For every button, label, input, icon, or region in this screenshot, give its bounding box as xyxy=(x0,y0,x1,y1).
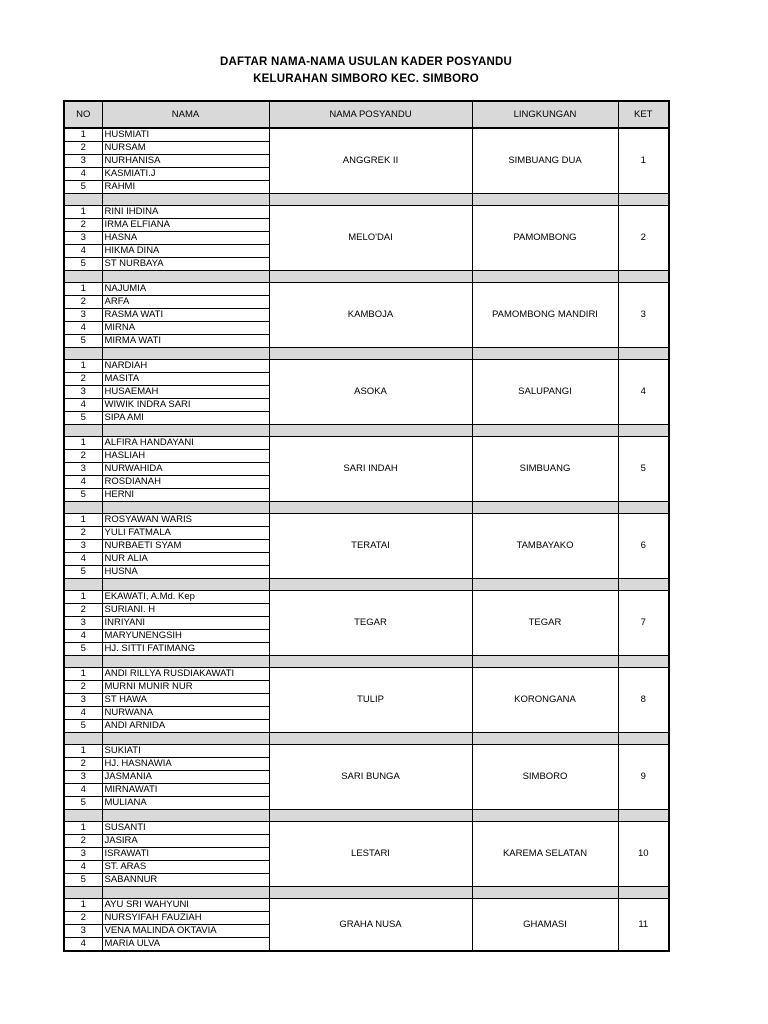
member-name: NURBAETI SYAM xyxy=(102,540,269,553)
separator-cell xyxy=(472,656,618,668)
table-header-row xyxy=(64,101,669,128)
posyandu-name: GRAHA NUSA xyxy=(269,899,472,952)
separator-cell xyxy=(618,733,669,745)
member-name: HJ. HASNAWIA xyxy=(102,758,269,771)
row-number: 5 xyxy=(64,258,102,271)
member-name: IRMA ELFIANA xyxy=(102,219,269,232)
header-lingkungan: LINGKUNGAN xyxy=(472,101,618,128)
member-name: NURSAM xyxy=(102,142,269,155)
row-number: 1 xyxy=(64,745,102,758)
ket-value: 9 xyxy=(618,745,669,810)
member-name: ANDI ARNIDA xyxy=(102,720,269,733)
ket-value: 1 xyxy=(618,128,669,194)
posyandu-name: MELO'DAI xyxy=(269,206,472,271)
group-separator-row xyxy=(64,887,669,899)
separator-cell xyxy=(472,348,618,360)
row-number: 5 xyxy=(64,643,102,656)
row-number: 2 xyxy=(64,373,102,386)
lingkungan-name: SALUPANGI xyxy=(472,360,618,425)
posyandu-name: SARI INDAH xyxy=(269,437,472,502)
row-number: 4 xyxy=(64,707,102,720)
member-name: ANDI RILLYA RUSDIAKAWATI xyxy=(102,668,269,681)
row-number: 4 xyxy=(64,245,102,258)
member-name: NURWANA xyxy=(102,707,269,720)
row-number: 5 xyxy=(64,874,102,887)
separator-cell xyxy=(64,502,102,514)
document-subtitle: KELURAHAN SIMBORO KEC. SIMBORO xyxy=(253,73,479,85)
separator-cell xyxy=(269,656,472,668)
member-name: HUSNA xyxy=(102,566,269,579)
row-number: 4 xyxy=(64,168,102,181)
ket-value: 11 xyxy=(618,899,669,952)
member-name: ROSYAWAN WARIS xyxy=(102,514,269,527)
table-row xyxy=(64,591,669,604)
row-number: 1 xyxy=(64,283,102,296)
member-name: SUKIATI xyxy=(102,745,269,758)
member-name: JASMANIA xyxy=(102,771,269,784)
row-number: 3 xyxy=(64,848,102,861)
posyandu-name: ASOKA xyxy=(269,360,472,425)
separator-cell xyxy=(618,194,669,206)
table-row xyxy=(64,283,669,296)
document-title: DAFTAR NAMA-NAMA USULAN KADER POSYANDU xyxy=(219,56,513,68)
member-name: ST HAWA xyxy=(102,694,269,707)
posyandu-name: KAMBOJA xyxy=(269,283,472,348)
member-name: HUSAEMAH xyxy=(102,386,269,399)
member-name: YULI FATMALA xyxy=(102,527,269,540)
lingkungan-name: GHAMASI xyxy=(472,899,618,952)
group-separator-row xyxy=(64,656,669,668)
member-name: ST NURBAYA xyxy=(102,258,269,271)
member-name: MARYUNENGSIH xyxy=(102,630,269,643)
row-number: 1 xyxy=(64,822,102,835)
row-number: 1 xyxy=(64,668,102,681)
posyandu-name: SARI BUNGA xyxy=(269,745,472,810)
separator-cell xyxy=(618,579,669,591)
group-separator-row xyxy=(64,425,669,437)
posyandu-name: LESTARI xyxy=(269,822,472,887)
separator-cell xyxy=(269,425,472,437)
table-row xyxy=(64,360,669,373)
row-number: 3 xyxy=(64,463,102,476)
row-number: 5 xyxy=(64,720,102,733)
row-number: 3 xyxy=(64,925,102,938)
posyandu-name: TERATAI xyxy=(269,514,472,579)
row-number: 4 xyxy=(64,322,102,335)
posyandu-name: ANGGREK II xyxy=(269,128,472,194)
member-name: NURHANISA xyxy=(102,155,269,168)
separator-cell xyxy=(102,271,269,283)
ket-value: 10 xyxy=(618,822,669,887)
member-name: SABANNUR xyxy=(102,874,269,887)
member-name: NARDIAH xyxy=(102,360,269,373)
member-name: ISRAWATI xyxy=(102,848,269,861)
member-name: RASMA WATI xyxy=(102,309,269,322)
separator-cell xyxy=(269,502,472,514)
separator-cell xyxy=(472,502,618,514)
row-number: 5 xyxy=(64,566,102,579)
ket-value: 5 xyxy=(618,437,669,502)
group-separator-row xyxy=(64,194,669,206)
lingkungan-name: TEGAR xyxy=(472,591,618,656)
lingkungan-name: SIMBORO xyxy=(472,745,618,810)
member-name: KASMIATI.J xyxy=(102,168,269,181)
lingkungan-name: KAREMA SELATAN xyxy=(472,822,618,887)
member-name: AYU SRI WAHYUNI xyxy=(102,899,269,912)
row-number: 2 xyxy=(64,758,102,771)
member-name: EKAWATI, A.Md. Kep xyxy=(102,591,269,604)
row-number: 1 xyxy=(64,360,102,373)
lingkungan-name: KORONGANA xyxy=(472,668,618,733)
group-separator-row xyxy=(64,271,669,283)
separator-cell xyxy=(618,271,669,283)
separator-cell xyxy=(102,194,269,206)
header-ket: KET xyxy=(618,101,669,128)
member-name: ST. ARAS xyxy=(102,861,269,874)
separator-cell xyxy=(618,656,669,668)
row-number: 2 xyxy=(64,219,102,232)
separator-cell xyxy=(102,579,269,591)
separator-cell xyxy=(269,348,472,360)
table-body xyxy=(64,128,669,951)
member-name: MIRNA xyxy=(102,322,269,335)
posyandu-name: TULIP xyxy=(269,668,472,733)
row-number: 5 xyxy=(64,335,102,348)
separator-cell xyxy=(618,502,669,514)
row-number: 1 xyxy=(64,437,102,450)
group-separator-row xyxy=(64,733,669,745)
group-separator-row xyxy=(64,579,669,591)
row-number: 3 xyxy=(64,771,102,784)
separator-cell xyxy=(102,656,269,668)
separator-cell xyxy=(64,810,102,822)
member-name: SIPA AMI xyxy=(102,412,269,425)
member-name: NURSYIFAH FAUZIAH xyxy=(102,912,269,925)
member-name: NUR ALIA xyxy=(102,553,269,566)
member-name: INRIYANI xyxy=(102,617,269,630)
member-name: SURIANI. H xyxy=(102,604,269,617)
separator-cell xyxy=(472,887,618,899)
separator-cell xyxy=(269,810,472,822)
member-name: JASIRA xyxy=(102,835,269,848)
member-name: MARIA ULVA xyxy=(102,938,269,952)
separator-cell xyxy=(269,887,472,899)
row-number: 2 xyxy=(64,681,102,694)
separator-cell xyxy=(64,887,102,899)
separator-cell xyxy=(269,194,472,206)
separator-cell xyxy=(102,887,269,899)
table-row xyxy=(64,822,669,835)
row-number: 3 xyxy=(64,232,102,245)
row-number: 2 xyxy=(64,527,102,540)
member-name: ALFIRA HANDAYANI xyxy=(102,437,269,450)
member-name: HERNI xyxy=(102,489,269,502)
table-row xyxy=(64,437,669,450)
separator-cell xyxy=(102,810,269,822)
row-number: 4 xyxy=(64,476,102,489)
row-number: 4 xyxy=(64,399,102,412)
member-name: NAJUMIA xyxy=(102,283,269,296)
separator-cell xyxy=(64,733,102,745)
row-number: 3 xyxy=(64,309,102,322)
separator-cell xyxy=(102,502,269,514)
row-number: 4 xyxy=(64,784,102,797)
member-name: HASNA xyxy=(102,232,269,245)
member-name: HJ. SITTI FATIMANG xyxy=(102,643,269,656)
separator-cell xyxy=(618,348,669,360)
member-name: SUSANTI xyxy=(102,822,269,835)
member-name: MULIANA xyxy=(102,797,269,810)
kader-table xyxy=(63,100,670,952)
member-name: NURWAHIDA xyxy=(102,463,269,476)
member-name: HUSMIATI xyxy=(102,128,269,142)
row-number: 4 xyxy=(64,938,102,952)
separator-cell xyxy=(472,733,618,745)
lingkungan-name: SIMBUANG DUA xyxy=(472,128,618,194)
group-separator-row xyxy=(64,502,669,514)
table-row xyxy=(64,514,669,527)
separator-cell xyxy=(102,733,269,745)
row-number: 3 xyxy=(64,694,102,707)
separator-cell xyxy=(64,656,102,668)
lingkungan-name: PAMOMBONG MANDIRI xyxy=(472,283,618,348)
member-name: HASLIAH xyxy=(102,450,269,463)
ket-value: 8 xyxy=(618,668,669,733)
posyandu-name: TEGAR xyxy=(269,591,472,656)
member-name: HIKMA DINA xyxy=(102,245,269,258)
lingkungan-name: TAMBAYAKO xyxy=(472,514,618,579)
separator-cell xyxy=(64,579,102,591)
separator-cell xyxy=(472,194,618,206)
separator-cell xyxy=(102,425,269,437)
row-number: 5 xyxy=(64,797,102,810)
member-name: MIRMA WATI xyxy=(102,335,269,348)
lingkungan-name: PAMOMBONG xyxy=(472,206,618,271)
table-row xyxy=(64,206,669,219)
row-number: 2 xyxy=(64,296,102,309)
row-number: 5 xyxy=(64,181,102,194)
table-row xyxy=(64,668,669,681)
separator-cell xyxy=(269,733,472,745)
row-number: 5 xyxy=(64,489,102,502)
ket-value: 3 xyxy=(618,283,669,348)
member-name: RAHMI xyxy=(102,181,269,194)
header-no: NO xyxy=(64,101,102,128)
row-number: 1 xyxy=(64,514,102,527)
separator-cell xyxy=(472,425,618,437)
member-name: RINI IHDINA xyxy=(102,206,269,219)
row-number: 4 xyxy=(64,553,102,566)
row-number: 2 xyxy=(64,450,102,463)
separator-cell xyxy=(472,579,618,591)
separator-cell xyxy=(472,810,618,822)
ket-value: 2 xyxy=(618,206,669,271)
header-nama: NAMA xyxy=(102,101,269,128)
table-row xyxy=(64,899,669,912)
row-number: 2 xyxy=(64,835,102,848)
separator-cell xyxy=(64,425,102,437)
ket-value: 4 xyxy=(618,360,669,425)
row-number: 1 xyxy=(64,899,102,912)
ket-value: 6 xyxy=(618,514,669,579)
row-number: 2 xyxy=(64,604,102,617)
member-name: ARFA xyxy=(102,296,269,309)
group-separator-row xyxy=(64,348,669,360)
table-row xyxy=(64,745,669,758)
ket-value: 7 xyxy=(618,591,669,656)
separator-cell xyxy=(618,887,669,899)
row-number: 3 xyxy=(64,617,102,630)
row-number: 3 xyxy=(64,155,102,168)
member-name: MURNI MUNIR NUR xyxy=(102,681,269,694)
row-number: 2 xyxy=(64,912,102,925)
row-number: 1 xyxy=(64,591,102,604)
row-number: 3 xyxy=(64,540,102,553)
member-name: ROSDIANAH xyxy=(102,476,269,489)
separator-cell xyxy=(102,348,269,360)
row-number: 4 xyxy=(64,630,102,643)
row-number: 3 xyxy=(64,386,102,399)
table-row xyxy=(64,128,669,142)
separator-cell xyxy=(618,425,669,437)
member-name: VENA MALINDA OKTAVIA xyxy=(102,925,269,938)
member-name: MIRNAWATI xyxy=(102,784,269,797)
member-name: WIWIK INDRA SARI xyxy=(102,399,269,412)
separator-cell xyxy=(618,810,669,822)
header-posyandu: NAMA POSYANDU xyxy=(269,101,472,128)
separator-cell xyxy=(269,271,472,283)
row-number: 1 xyxy=(64,206,102,219)
separator-cell xyxy=(269,579,472,591)
row-number: 4 xyxy=(64,861,102,874)
member-name: MASITA xyxy=(102,373,269,386)
lingkungan-name: SIMBUANG xyxy=(472,437,618,502)
row-number: 1 xyxy=(64,128,102,142)
separator-cell xyxy=(64,194,102,206)
separator-cell xyxy=(64,348,102,360)
separator-cell xyxy=(64,271,102,283)
separator-cell xyxy=(472,271,618,283)
row-number: 2 xyxy=(64,142,102,155)
group-separator-row xyxy=(64,810,669,822)
row-number: 5 xyxy=(64,412,102,425)
